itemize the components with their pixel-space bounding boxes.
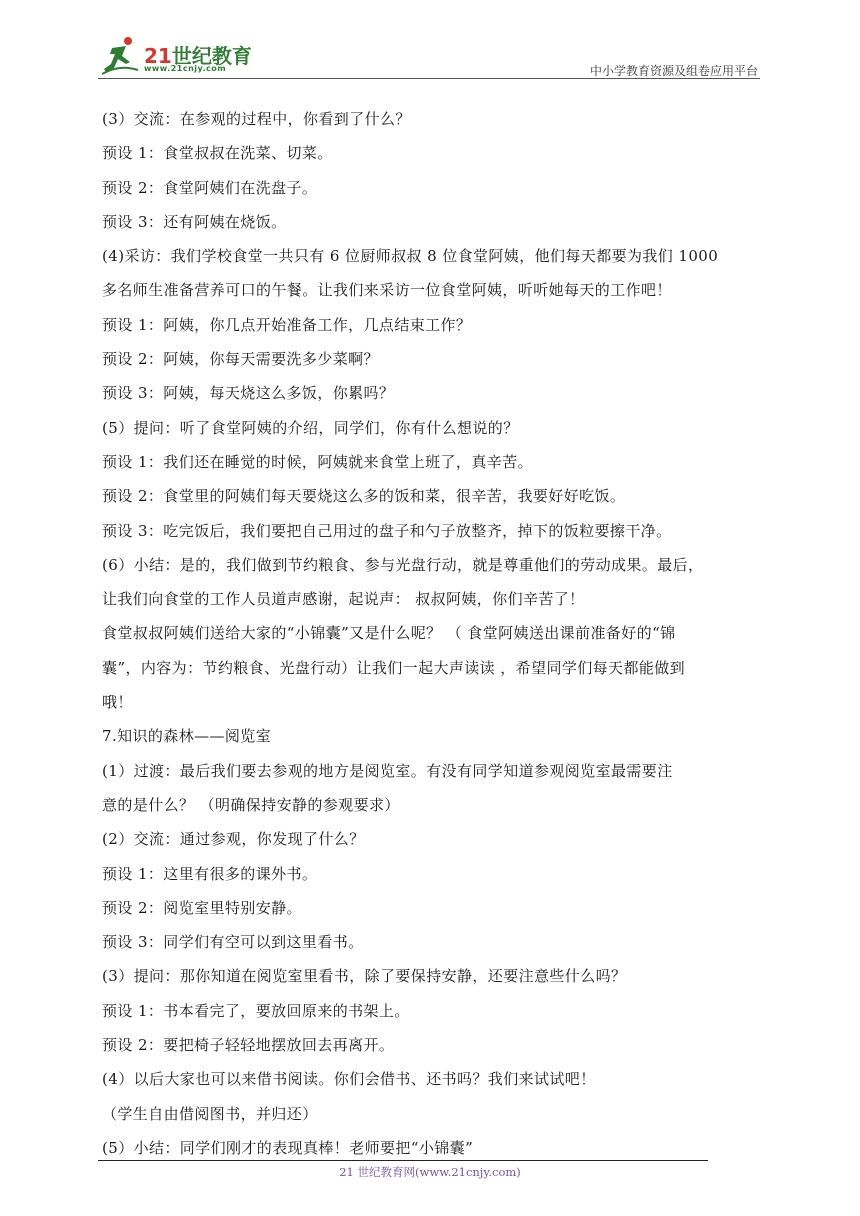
text-line: (3）交流：在参观的过程中，你看到了什么？: [102, 110, 411, 128]
text-line: 让我们向食堂的工作人员道声感谢，起说声： 叔叔阿姨，你们辛苦了！: [102, 590, 585, 609]
page-header: [98, 34, 758, 82]
text-line: 预设 1：食堂叔叔在洗菜、切菜。: [102, 144, 333, 163]
logo-url: www.21cnjy.com: [144, 64, 227, 73]
logo: [98, 34, 278, 78]
text-line: 预设 2：阿姨，你每天需要洗多少菜啊？: [102, 350, 379, 369]
text-line: (4）以后大家也可以来借书阅读。你们会借书、还书吗？我们来试试吧！: [102, 1070, 596, 1089]
text-line: 预设 1：这里有很多的课外书。: [102, 864, 318, 883]
text-line: 预设 1：阿姨，你几点开始准备工作，几点结束工作？: [102, 315, 472, 334]
text-line: 预设 3：阿姨，每天烧这么多饭，你累吗？: [102, 384, 395, 403]
header-divider: [98, 78, 760, 79]
text-line: 意的是什么？ （明确保持安静的参观要求）: [102, 795, 400, 814]
text-line: 哦！: [102, 693, 133, 712]
text-line: (4)采访：我们学校食堂一共只有 6 位厨师叔叔 8 位食堂阿姨，他们每天都要为我们 1000: [102, 247, 719, 266]
text-line: 7.知识的森林——阅览室: [102, 727, 272, 746]
text-line: (5）小结：同学们刚才的表现真棒！老师要把“小锦囊”: [102, 1138, 474, 1157]
text-line: 多名师生准备营养可口的午餐。让我们来采访一位食堂阿姨，听听她每天的工作吧！: [102, 281, 672, 300]
runner-icon: [98, 34, 142, 78]
text-line: 预设 1：书本看完了，要放回原来的书架上。: [102, 1001, 410, 1020]
text-line: 预设 2：阅览室里特别安静。: [102, 898, 302, 917]
text-line: (1）过渡：最后我们要去参观的地方是阅览室。有没有同学知道参观阅览室最需要注: [102, 761, 673, 780]
footer-divider: [98, 1160, 708, 1161]
text-line: 预设 1：我们还在睡觉的时候，阿姨就来食堂上班了，真辛苦。: [102, 452, 533, 471]
text-line: （学生自由借阅图书，并归还）: [102, 1104, 318, 1123]
text-line: 预设 2：食堂阿姨们在洗盘子。: [102, 178, 318, 197]
text-line: 预设 3：吃完饭后，我们要把自己用过的盘子和勺子放整齐，掉下的饭粒要擦干净。: [102, 521, 672, 540]
text-line: 预设 2：食堂里的阿姨们每天要烧这么多的饭和菜，很辛苦，我要好好吃饭。: [102, 487, 626, 506]
page-footer: 21 世纪教育网(www.21cnjy.com): [339, 1165, 521, 1179]
text-line: 预设 2：要把椅子轻轻地摆放回去再离开。: [102, 1036, 395, 1055]
platform-title: 中小学教育资源及组卷应用平台: [589, 64, 758, 78]
logo-text: 21世纪教育: [144, 44, 252, 68]
text-line: 预设 3：同学们有空可以到这里看书。: [102, 933, 364, 952]
text-line: 囊”，内容为：节约粮食、光盘行动）让我们一起大声读读 ，希望同学们每天都能做到: [102, 658, 686, 677]
text-line: (6）小结：是的，我们做到节约粮食、参与光盘行动，就是尊重他们的劳动成果。最后，: [102, 555, 704, 574]
text-line: (2）交流：通过参观，你发现了什么？: [102, 830, 365, 849]
text-line: (5）提问：听了食堂阿姨的介绍，同学们，你有什么想说的？: [102, 418, 519, 437]
document-body: [102, 102, 764, 1165]
text-line: 预设 3：还有阿姨在烧饭。: [102, 212, 287, 231]
text-line: (3）提问：那你知道在阅览室里看书，除了要保持安静，还要注意些什么吗？: [102, 967, 627, 986]
text-line: 食堂叔叔阿姨们送给大家的“小锦囊”又是什么呢？ （ 食堂阿姨送出课前准备好的“锦: [102, 624, 676, 643]
